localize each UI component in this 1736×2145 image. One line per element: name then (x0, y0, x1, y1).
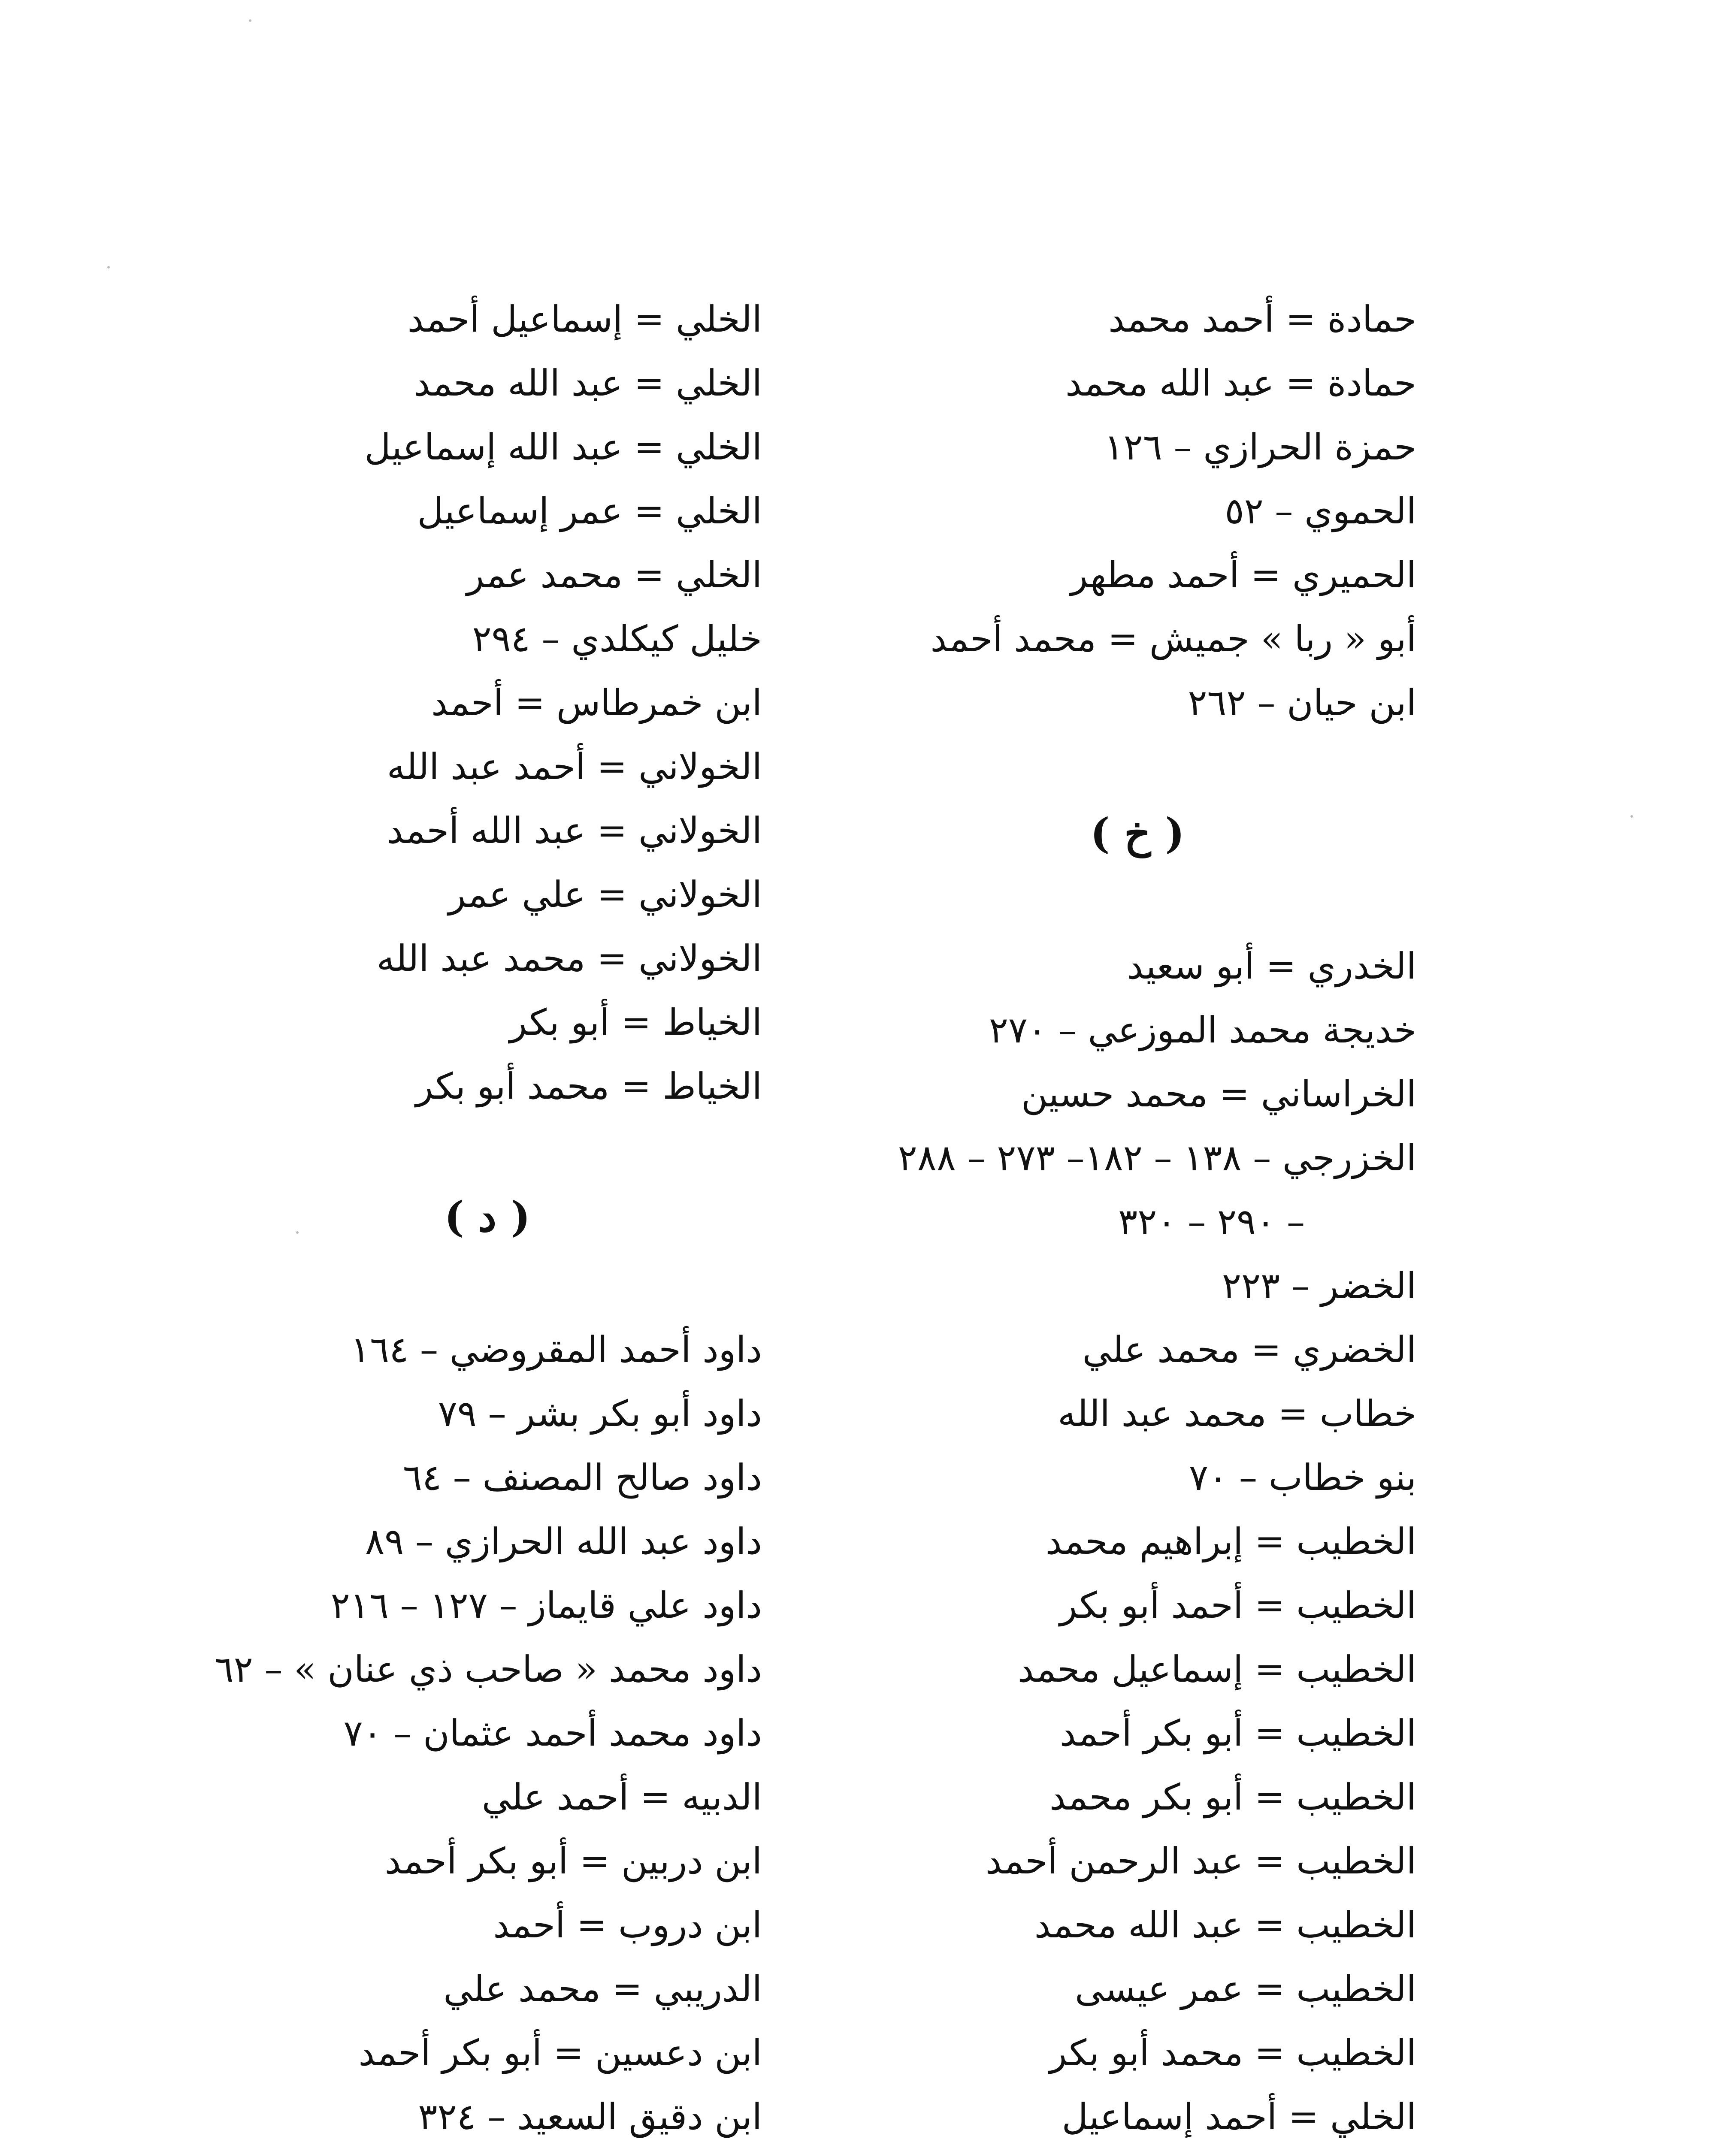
index-entry: الدريبي = محمد علي (443, 1968, 762, 2010)
scan-speck (1630, 815, 1633, 818)
index-entry: الخطيب = إسماعيل محمد (1017, 1648, 1416, 1690)
index-entry: الخولاني = محمد عبد الله (376, 937, 762, 979)
index-entry: الخلي = إسماعيل أحمد (407, 298, 762, 340)
scan-speck (249, 19, 251, 22)
index-entry: الخطيب = أبو بكر محمد (1049, 1776, 1416, 1818)
index-entry: ابن دقيق السعيد – ٣٢٤ (418, 2096, 762, 2138)
index-entry: الخطيب = إبراهيم محمد (1045, 1520, 1416, 1562)
index-entry: الخياط = أبو بكر (509, 1001, 762, 1043)
index-entry: داود علي قايماز – ١٢٧ – ٢١٦ (330, 1584, 762, 1626)
index-entry: ابن دربين = أبو بكر أحمد (384, 1840, 762, 1882)
index-entry: الخضري = محمد علي (1082, 1329, 1416, 1371)
section-heading-label: ( د ) (444, 1193, 530, 1241)
index-entry: الخطيب = عبد الله محمد (1034, 1904, 1416, 1946)
index-entry: الخلي = عمر إسماعيل (417, 490, 762, 532)
index-entry: الخدري = أبو سعيد (1127, 945, 1416, 987)
section-heading-dal (76, 1185, 762, 1249)
index-entry: الخطيب = محمد أبو بكر (1049, 2032, 1416, 2074)
index-entry: الخولاني = عبد الله أحمد (387, 810, 762, 852)
index-entry: داود أبو بكر بشر – ٧٩ (438, 1393, 762, 1435)
index-entry: الدبيه = أحمد علي (481, 1776, 762, 1818)
index-entry: الخلي = عبد الله إسماعيل (364, 426, 762, 468)
index-entry: الخراساني = محمد حسين (1021, 1073, 1416, 1115)
index-entry: حمزة الحرازي – ١٢٦ (1104, 426, 1416, 468)
index-entry: الحموي – ٥٢ (1225, 490, 1416, 532)
index-entry: الخطيب = عمر عيسى (1075, 1968, 1416, 2010)
index-entry: ابن حيان – ٢٦٢ (1188, 682, 1416, 724)
index-entry: الخولاني = أحمد عبد الله (387, 746, 762, 788)
scan-speck (296, 1231, 299, 1234)
index-entry: ابن دروب = أحمد (493, 1904, 762, 1946)
index-entry: خطاب = محمد عبد الله (1058, 1393, 1416, 1435)
index-entry: حمادة = أحمد محمد (1108, 298, 1416, 340)
index-column-left (76, 287, 762, 2145)
scan-speck (107, 266, 110, 269)
section-heading-kha (859, 801, 1416, 866)
index-entry: داود عبد الله الحرازي – ٨٩ (365, 1520, 762, 1562)
index-entry: داود محمد « صاحب ذي عنان » – ٦٢ (214, 1648, 762, 1690)
index-entry: بنو خطاب – ٧٠ (1189, 1456, 1416, 1498)
index-entry: خليل كيكلدي – ٢٩٤ (472, 618, 762, 660)
index-entry-continuation: – ٢٩٠ – ٣٢٠ (1118, 1201, 1305, 1243)
section-heading-label: ( خ ) (1090, 809, 1185, 858)
index-entry: الخطيب = عبد الرحمن أحمد (985, 1840, 1416, 1882)
index-entry: داود محمد أحمد عثمان – ٧٠ (343, 1712, 762, 1754)
index-entry: خديجة محمد الموزعي – ٢٧٠ (989, 1009, 1416, 1051)
index-entry: الحميري = أحمد مطهر (1070, 554, 1416, 596)
index-column-right (859, 287, 1416, 2145)
index-entry: الخطيب = أحمد أبو بكر (1059, 1584, 1416, 1626)
index-entry: الخلي = أحمد إسماعيل (1062, 2096, 1416, 2138)
index-entry: ابن دعسين = أبو بكر أحمد (358, 2032, 762, 2074)
index-entry: الخطيب = أبو بكر أحمد (1059, 1712, 1416, 1754)
index-entry: ابن خمرطاس = أحمد (431, 682, 762, 724)
index-entry: الخلي = محمد عمر (466, 554, 762, 596)
index-entry: أبو « ربا » جميش = محمد أحمد (930, 618, 1416, 660)
index-entry: الخولاني = علي عمر (448, 873, 762, 915)
index-entry: حمادة = عبد الله محمد (1065, 362, 1416, 404)
index-entry: الخلي = عبد الله محمد (414, 362, 762, 404)
index-entry: الخياط = محمد أبو بكر (415, 1065, 762, 1107)
index-entry: داود صالح المصنف – ٦٤ (402, 1456, 762, 1498)
index-entry: الخضر – ٢٢٣ (1222, 1265, 1416, 1307)
index-entry: الخزرجي – ١٣٨ – ١٨٢– ٢٧٣ – ٢٨٨ (898, 1137, 1416, 1179)
index-entry: داود أحمد المقروضي – ١٦٤ (350, 1329, 762, 1371)
